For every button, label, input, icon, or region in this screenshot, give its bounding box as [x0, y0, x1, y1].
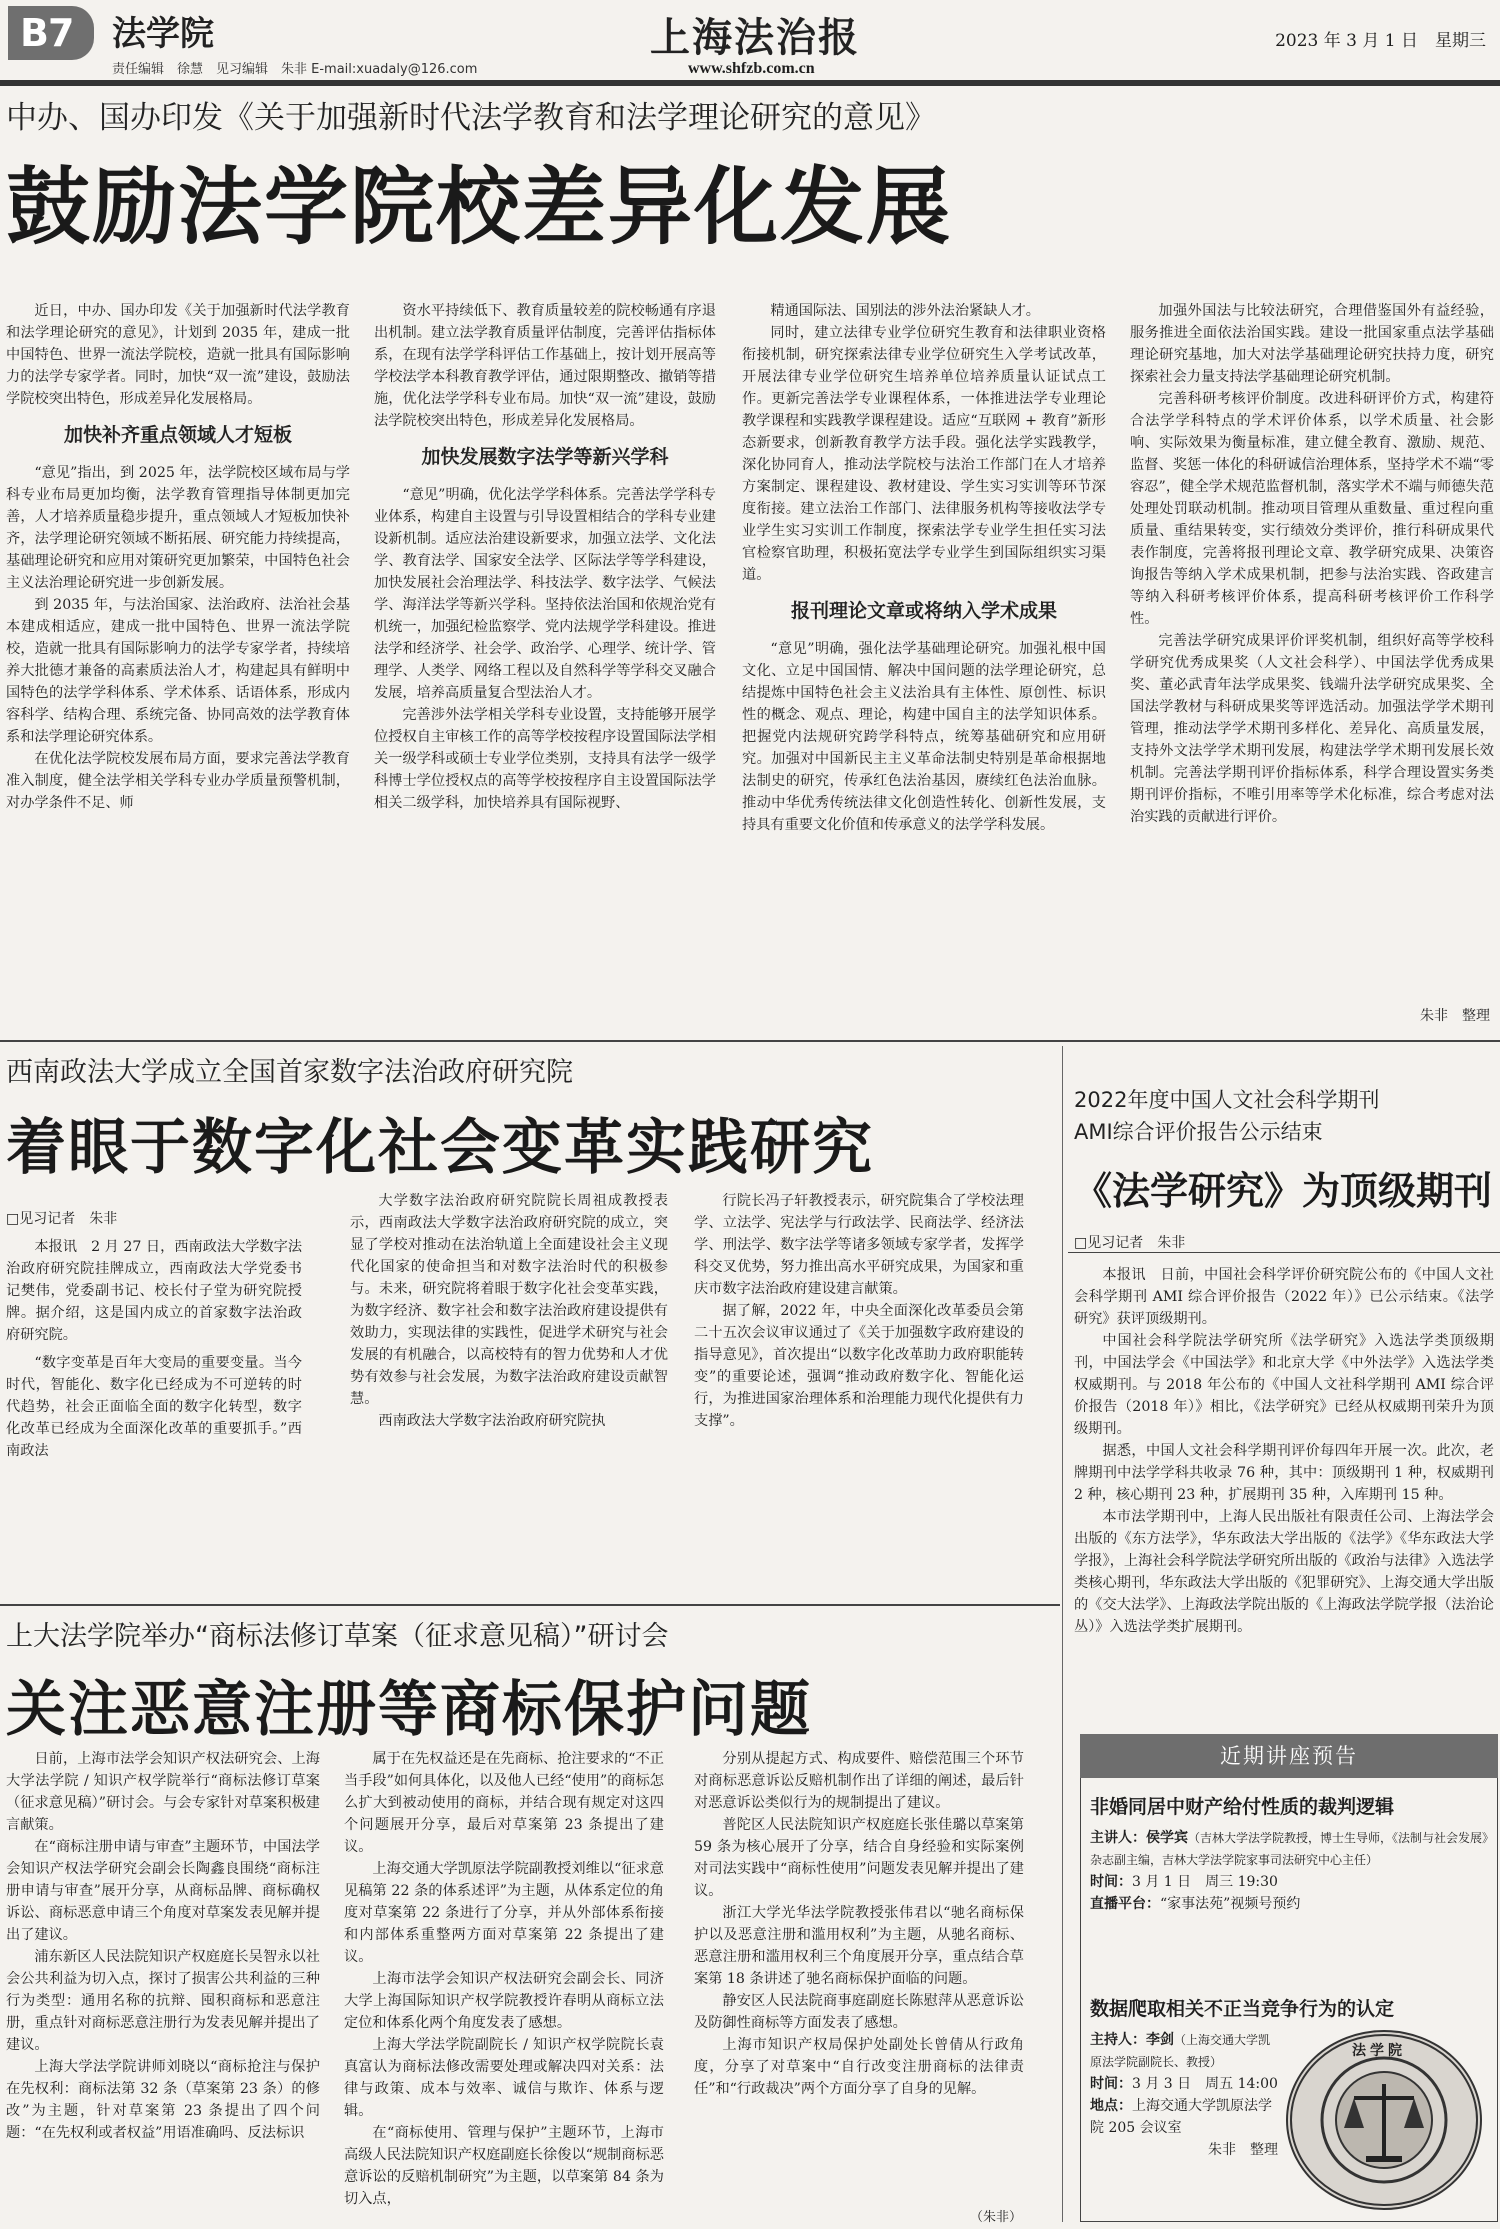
article4-column-3	[694, 1748, 1024, 2206]
paragraph: 大学数字法治政府研究院院长周祖成教授表示，西南政法大学数字法治政府研究院的成立，突显了学校对推动在法治轨道上全面建设社会主义现代化国家的使命担当和对数字法治时代的积极参与。未来，研究院将着眼于数字化社会变革实践，为数字经济、数字社会和数字法治政府建设提供有效助力，实现法律的实践性，促进学术研究与社会发展的有机融合，以高校特有的智力优势和人才优势有效参与社会发展，为数字法治政府建设贡献智慧。	[350, 1193, 668, 1407]
article4-sign: （朱非）	[970, 2210, 1023, 2225]
paragraph: 西南政法大学数字法治政府研究院执	[378, 1413, 606, 1429]
divider	[1068, 1252, 1500, 1253]
lecture-2-sign: 朱非 整理	[1208, 2142, 1278, 2158]
paragraph: 上海市知识产权局保护处副处长曾倩从行政角度，分享了对草案中“自行改变注册商标的法律责任”和“行政裁决”两个方面分享了自身的见解。	[694, 2037, 1024, 2097]
lecture-1-title: 非婚同居中财产给付性质的裁判逻辑	[1090, 1796, 1395, 1818]
article1-headline: 鼓励法学院校差异化发展	[6, 158, 953, 256]
paragraph: 在“商标注册申请与审查”主题环节，中国法学会知识产权法学研究会副会长陶鑫良围绕“商标注册申请与审查”展开分享，从商标品牌、商标确权诉讼、商标恶意申请三个角度对草案发表见解并提出了建议。	[6, 1839, 320, 1943]
article1-column-3	[742, 300, 1106, 1024]
paragraph: 精通国际法、国别法的涉外法治紧缺人才。	[770, 303, 1040, 319]
article1-sign: 朱非 整理	[1420, 1008, 1490, 1024]
article1-kicker: 中办、国办印发《关于加强新时代法学教育和法学理论研究的意见》	[6, 100, 936, 136]
article1-column-2	[374, 300, 716, 1024]
paragraph: 资水平持续低下、教育质量较差的院校畅通有序退出机制。建立法学教育质量评估制度，完善评估指标体系，在现有法学学科评估工作基础上，按计划开展高等学校法学本科教育教学评估，通过限期整改、撤销等措施，优化法学学科专业布局。加快“双一流”建设，鼓励法学院校突出特色，形成差异化发展格局。	[374, 303, 716, 429]
divider	[0, 1604, 1060, 1606]
paragraph: 浦东新区人民法院知识产权庭庭长吴智永以社会公共利益为切入点，探讨了损害公共利益的三种行为类型：通用名称的抗辩、囤积商标和恶意注册，重点针对商标恶意注册行为发表见解并提出了建议。	[6, 1949, 320, 2053]
time-value: 3 月 3 日 周五 14:00	[1132, 2076, 1278, 2092]
paragraph: 同时，建立法律专业学位研究生教育和法律职业资格衔接机制，研究探索法律专业学位研究生入学考试改革，开展法律专业学位研究生培养单位培养质量认证试点工作。更新完善法学专业课程体系，一体推进法学专业理论教学课程和实践教学课程建设。适应“互联网 + 教育”新形态新要求，创新教育教学方法手段。强化法学实践教学，深化协同育人，推动法学院校与法治工作部门在人才培养方案制定、课程建设、教材建设、学生实习实训等环节深度衔接。建立法治工作部门、法律服务机构等接收法学专业学生实习实训工作制度，探索法学专业学生担任实习法官检察官助理，积极拓宽法学专业学生到国际组织实习渠道。	[742, 325, 1106, 583]
paragraph: 浙江大学光华法学院教授张伟君以“驰名商标保护以及恶意注册和滥用权利”为主题，从驰名商标、恶意注册和滥用权利三个角度展开分享，重点结合草案第 18 条讲述了驰名商标保护面临的问题。	[694, 1905, 1024, 1987]
article4-column-1	[6, 1748, 320, 2226]
lecture-2-title: 数据爬取相关不正当竞争行为的认定	[1090, 1998, 1395, 2020]
paragraph: “意见”明确，优化法学学科体系。完善法学学科专业体系，构建自主设置与引导设置相结合的学科专业建设新机制。适应法治建设新要求，加强立法学、文化法学、教育法学、国家安全法学、区际法学等学科建设，加快发展社会治理法学、科技法学、数字法学、气候法学、海洋法学等新兴学科。坚持依法治国和依规治党有机统一，加强纪检监察学、党内法规学学科建设。推进法学和经济学、社会学、政治学、心理学、统计学、管理学、人类学、网络工程以及自然科学等学科交叉融合发展，培养高质量复合型法治人才。	[374, 487, 716, 701]
article4-headline: 关注恶意注册等商标保护问题	[6, 1675, 812, 1745]
host-label: 主讲人：	[1090, 1830, 1146, 1846]
host-note: （上海交通大学凯原法学院副院长、教授）	[1090, 2033, 1271, 2069]
article3-byline: □见习记者 朱非	[1074, 1235, 1186, 1251]
paragraph: 完善涉外法学相关学科专业设置，支持能够开展学位授权自主审核工作的高等学校按程序设置国际法学相关一级学科或硕士专业学位类别，支持具有法学一级学科博士学位授权点的高等学校按程序自主设置国际法学相关二级学科，加快培养具有国际视野、	[374, 707, 716, 811]
header-rule	[0, 80, 1500, 86]
lecture-preview-title: 近期讲座预告	[1080, 1734, 1498, 1778]
lecture-2-host-line	[1090, 2029, 1278, 2073]
paragraph: 据了解，2022 年，中央全面深化改革委员会第二十五次会议审议通过了《关于加强数字政府建设的指导意见》，首次提出“以数字化改革助力政府职能转变”的重要论述，强调“推动政府数字化、智能化运行，为推进国家治理体系和治理能力现代化提供有力支撑”。	[694, 1303, 1024, 1429]
paragraph: 上海市法学会知识产权法研究会副会长、同济大学上海国际知识产权学院教授许春明从商标立法定位和体系化两个角度发表了感想。	[344, 1971, 664, 2031]
time-value: 3 月 1 日 周三 19:30	[1132, 1874, 1278, 1890]
paragraph: 完善科研考核评价制度。改进科研评价方式，构建符合法学学科特点的学术评价体系，以学术质量、社会影响、实际效果为衡量标准，建立健全教育、激励、规范、监督、奖惩一体化的科研诚信治理体系，坚持学术不端“零容忍”，健全学术规范监督机制，落实学术不端与师德失范处理处罚联动机制。推动项目管理从重数量、重过程向重质量、重结果转变，实行绩效分类评价，推行科研成果代表作制度，完善将报刊理论文章、教学研究成果、决策咨询报告等纳入学术成果机制，把参与法治实践、咨政建言等纳入科研考核评价体系，提高科研考核评价工作科学性。	[1130, 391, 1494, 627]
paragraph: 本报讯 日前，中国社会科学评价研究院公布的《中国人文社会科学期刊 AMI 综合评价报告（2022 年）》已公示结束。《法学研究》获评顶级期刊。	[1074, 1267, 1494, 1327]
paragraph: 在优化法学院校发展布局方面，要求完善法学教育准入制度，健全法学相关学科专业办学质量预警机制，对办学条件不足、师	[6, 751, 350, 811]
masthead-logo: 上海法治报	[650, 14, 860, 61]
lecture-1	[1090, 1792, 1490, 1915]
paragraph: 到 2035 年，与法治国家、法治政府、法治社会基本建成相适应，建成一批中国特色、世界一流法学院校，造就一批具有国际影响力的法学专家学者，持续培养大批德才兼备的高素质法治人才，构建起具有鲜明中国特色的法学学科体系、学术体系、话语体系，形成内容科学、结构合理、系统完备、协同高效的法学教育体系和法学理论研究体系。	[6, 597, 350, 745]
host-name: 侯学宾	[1146, 1830, 1188, 1846]
article1-column-1	[6, 300, 350, 1024]
website-url[interactable]: www.shfzb.com.cn	[688, 60, 815, 77]
paragraph: 本市法学期刊中，上海人民出版社有限责任公司、上海法学会出版的《东方法学》，华东政法大学出版的《法学》《华东政法大学学报》，上海社会科学院法学研究所出版的《政治与法律》入选法学类核心期刊，华东政法大学出版的《犯罪研究》、上海交通大学出版的《交大法学》、上海政法学院出版的《上海政法学院学报（法治论丛）》入选法学类扩展期刊。	[1074, 1509, 1494, 1635]
platform-value: “家事法苑”视频号预约	[1160, 1896, 1301, 1912]
issue-date: 2023 年 3 月 1 日 星期三	[1275, 31, 1486, 51]
paragraph: 普陀区人民法院知识产权庭庭长张佳璐以草案第 59 条为核心展开了分享，结合自身经验和实际案例对司法实践中“商标性使用”问题发表见解并提出了建议。	[694, 1817, 1024, 1899]
article1-column-4	[1130, 300, 1494, 1004]
paragraph: “数字变革是百年大变局的重要变量。当今时代，智能化、数字化已经成为不可逆转的时代趋势，社会正面临全面的数字化转型，数字化改革已经成为全面深化改革的重要抓手。”西南政法	[6, 1355, 302, 1459]
place-label: 地点：	[1090, 2098, 1132, 2114]
host-name: 李剑	[1146, 2032, 1174, 2048]
paragraph: 静安区人民法院商事庭副庭长陈慰萍从恶意诉讼及防御性商标等方面发表了感想。	[694, 1993, 1024, 2031]
page-number-badge: B7	[8, 6, 94, 60]
paragraph: 上海大学法学院副院长 / 知识产权学院院长袁真富认为商标法修改需要处理或解决四对关系：法律与政策、成本与效率、诚信与欺诈、体系与逻辑。	[344, 2037, 664, 2119]
host-label: 主持人：	[1090, 2032, 1146, 2048]
paragraph: 日前，上海市法学会知识产权法研究会、上海大学法学院 / 知识产权学院举行“商标法修订草案（征求意见稿）”研讨会。与会专家针对草案积极建言献策。	[6, 1751, 320, 1833]
article3-kicker-2: AMI综合评价报告公示结束	[1074, 1120, 1323, 1144]
article3-kicker: 2022年度中国人文社会科学期刊	[1074, 1088, 1380, 1112]
seal-text: 法学院	[1352, 2043, 1406, 2059]
paragraph: 加强外国法与比较法研究，合理借鉴国外有益经验，服务推进全面依法治国实践。建设一批国家重点法学基础理论研究基地，加大对法学基础理论研究扶持力度，研究探索社会力量支持法学基础理论研究机制。	[1130, 303, 1494, 385]
host-note: （吉林大学法学院教授，博士生导师，《法制与社会发展》杂志副主编，吉林大学法学院家事司法研究中心主任）	[1090, 1831, 1489, 1867]
platform-label: 直播平台：	[1090, 1896, 1160, 1912]
paragraph: 分别从提起方式、构成要件、赔偿范围三个环节对商标恶意诉讼反赔机制作出了详细的阐述，最后针对恶意诉讼类似行为的规制提出了建议。	[694, 1751, 1024, 1811]
lecture-1-platform-line	[1090, 1893, 1490, 1915]
article4-column-2	[344, 1748, 664, 2226]
article2-column-3	[694, 1190, 1024, 1598]
paragraph: “意见”明确，强化法学基础理论研究。加强礼根中国文化、立足中国国情、解决中国问题的法学理论研究，总结提炼中国特色社会主义法治具有主体性、原创性、标识性的概念、观点、理论，构建中国自主的法学知识体系。把握党内法规研究跨学科特点，统筹基础研究和应用研究。加强对中国新民主主义革命法制史特别是革命根据地法制史的研究，传承红色法治基因，赓续红色法治血脉。推动中华优秀传统法律文化创造性转化、创新性发展，支持具有重要文化价值和传承意义的法学学科发展。	[742, 641, 1106, 833]
lecture-1-time-line	[1090, 1871, 1490, 1893]
lecture-2-place-line	[1090, 2095, 1278, 2139]
column-divider	[1062, 1046, 1063, 2222]
article4-kicker: 上大法学院举办“商标法修订草案（征求意见稿）”研讨会	[6, 1621, 669, 1652]
article1-subhead-3: 报刊理论文章或将纳入学术成果	[790, 600, 1057, 622]
paragraph: 完善法学研究成果评价评奖机制，组织好高等学校科学研究优秀成果奖（人文社会科学）、中国法学优秀成果奖、董必武青年法学成果奖、钱端升法学研究成果奖、全国法学教材与科研成果奖等评选活动。加强法学学术期刊管理，推动法学学术期刊多样化、差异化、高质量发展，支持外文法学学术期刊发展，构建法学学术期刊发展长效机制。完善法学期刊评价指标体系，科学合理设置实务类期刊评价指标，不唯引用率等学术化标准，综合考虑对法治实践的贡献进行评价。	[1130, 633, 1494, 825]
article2-kicker: 西南政法大学成立全国首家数字法治政府研究院	[6, 1057, 573, 1088]
paragraph: 本报讯 2 月 27 日，西南政法大学数字法治政府研究院挂牌成立，西南政法大学党委书记樊伟，党委副书记、校长付子堂为研究院授牌。据介绍，这是国内成立的首家数字法治政府研究院。	[6, 1239, 302, 1343]
paragraph: 近日，中办、国办印发《关于加强新时代法学教育和法学理论研究的意见》，计划到 2035 年，建成一批中国特色、世界一流法学院校，造就一批具有国际影响力的法学专家学者。同时，加快“双一流”建设，鼓励法学院校突出特色，形成差异化发展格局。	[6, 303, 350, 407]
article3-body	[1074, 1264, 1494, 1724]
time-label: 时间：	[1090, 2076, 1132, 2092]
paragraph: 行院长冯子轩教授表示，研究院集合了学校法理学、立法学、宪法学与行政法学、民商法学、经济法学、刑法学、数字法学等诸多领域专家学者，发挥学科交叉优势，努力推出高水平研究成果，为国家和重庆市数字法治政府建设建言献策。	[694, 1193, 1024, 1297]
paragraph: 上海交通大学凯原法学院副教授刘维以“征求意见稿第 22 条的体系述评”为主题，从体系定位的角度对草案第 22 条进行了分享，并从外部体系衔接和内部体系重整两方面对草案第 22 条提出了建议。	[344, 1861, 664, 1965]
article2-byline: □见习记者 朱非	[6, 1211, 118, 1227]
section-name: 法学院	[112, 14, 214, 54]
place-value: 上海交通大学凯原法学院 205 会议室	[1090, 2098, 1272, 2136]
paragraph: 属于在先权益还是在先商标、抢注要求的“不正当手段”如何具体化，以及他人已经“使用”的商标怎么扩大到被动使用的商标，并结合现有规定对这四个问题展开分享，最后对草案第 23 条提出了建议。	[344, 1751, 664, 1855]
article2-column-2	[350, 1190, 668, 1598]
paragraph: 在“商标使用、管理与保护”主题环节，上海市高级人民法院知识产权庭副庭长徐俊以“规制商标恶意诉讼的反赔机制研究”为主题，以草案第 84 条为切入点，	[344, 2125, 664, 2207]
article2-headline: 着眼于数字化社会变革实践研究	[6, 1113, 874, 1183]
lecture-2-time-line	[1090, 2073, 1278, 2095]
paragraph: 中国社会科学院法学研究所《法学研究》入选法学类顶级期刊，中国法学会《中国法学》和北京大学《中外法学》入选法学类权威期刊。与 2018 年公布的《中国人文社科学期刊 AMI 综合评价报告（2018 年）》相比，《法学研究》已经从权威期刊荣升为顶级期刊。	[1074, 1333, 1494, 1437]
paragraph: 据悉，中国人文社会科学期刊评价每四年开展一次。此次，老牌期刊中法学学科共收录 76 种，其中：顶级期刊 1 种，权威期刊 2 种，核心期刊 23 种，扩展期刊 35 种，入库期刊 15 种。	[1074, 1443, 1494, 1503]
paragraph: “意见”指出，到 2025 年，法学院校区域布局与学科专业布局更加均衡，法学教育管理指导体制更加完善，人才培养质量稳步提升，重点领域人才短板加快补齐，法学理论研究领域不断拓展、研究能力持续提高，基础理论研究和应用对策研究更加繁荣，中国特色社会主义法治理论研究进一步创新发展。	[6, 465, 350, 591]
article2-column-1	[6, 1236, 302, 1598]
editors-line: 责任编辑 徐慧 见习编辑 朱非 E-mail:xuadaly@126.com	[112, 62, 478, 77]
divider	[0, 1040, 1500, 1042]
time-label: 时间：	[1090, 1874, 1132, 1890]
paragraph: 上海大学法学院讲师刘晓以“商标抢注与保护在先权利：商标法第 32 条（草案第 23 条）的修改”为主题，针对草案第 23 条提出了四个问题：“在先权利或者权益”用语准确吗、反法标识	[6, 2059, 320, 2141]
lecture-1-host-line	[1090, 1827, 1490, 1871]
article1-subhead-1: 加快补齐重点领域人才短板	[63, 424, 292, 446]
article3-headline: 《法学研究》为顶级期刊	[1074, 1169, 1493, 1213]
article1-subhead-2: 加快发展数字法学等新兴学科	[421, 446, 669, 468]
